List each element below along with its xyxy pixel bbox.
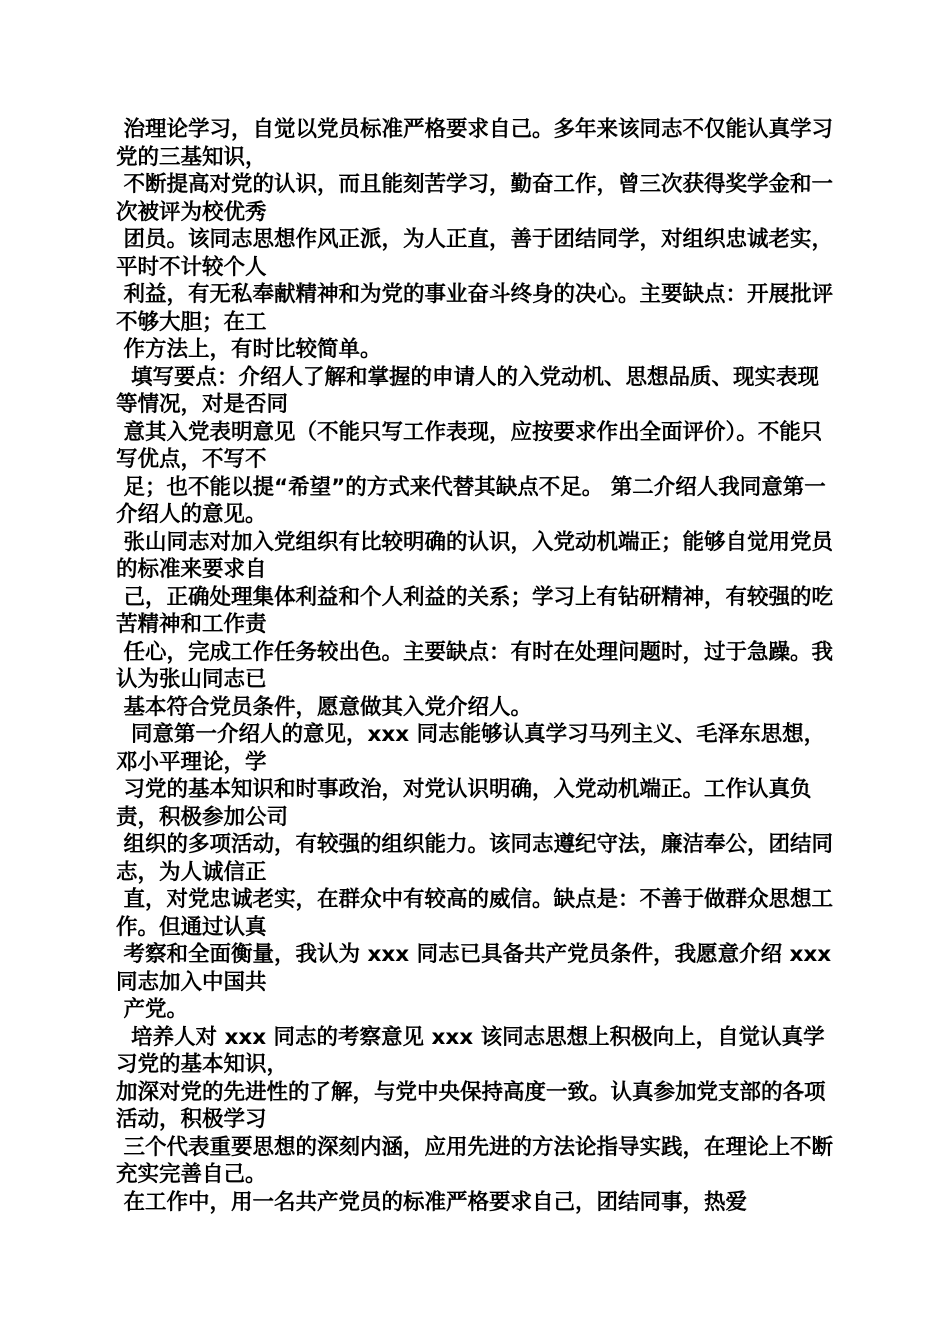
paragraph: 习党的基本知识和时事政治，对党认识明确，入党动机端正。工作认真负责，积极参加公司 xyxy=(116,777,812,830)
paragraph: 同意第一介绍人的意见，xxx 同志能够认真学习马列主义、毛泽东思想， 邓小平理论，学 xyxy=(116,722,833,775)
paragraph: 考察和全面衡量，我认为 xxx 同志已具备共产党员条件，我愿意介绍 xxx 同志加入中国共 xyxy=(116,942,839,995)
paragraph: 产党。 xyxy=(116,997,189,1022)
paragraph: 足；也不能以提“希望”的方式来代替其缺点不足。 第二介绍人我同意第一介绍人的意见。 xyxy=(116,474,826,527)
paragraph: 加深对党的先进性的了解，与党中央保持高度一致。认真参加党支部的各项活动，积极学习 xyxy=(116,1079,826,1132)
paragraph: 己，正确处理集体利益和个人利益的关系；学习上有钻研精神，有较强的吃苦精神和工作责 xyxy=(116,584,834,637)
paragraph: 不断提高对党的认识，而且能刻苦学习，勤奋工作，曾三次获得奖学金和一次被评为校优秀 xyxy=(116,172,834,225)
paragraph: 治理论学习，自觉以党员标准严格要求自己。多年来该同志不仅能认真学习党的三基知识， xyxy=(116,117,834,170)
paragraph: 填写要点：介绍人了解和掌握的申请人的入党动机、思想品质、现实表现等情况，对是否同 xyxy=(116,364,819,417)
paragraph: 团员。该同志思想作风正派，为人正直，善于团结同学，对组织忠诚老实，平时不计较个人 xyxy=(116,227,834,280)
paragraph: 张山同志对加入党组织有比较明确的认识，入党动机端正；能够自觉用党员的标准来要求自 xyxy=(116,529,834,582)
document-body xyxy=(116,116,840,1216)
paragraph: 组织的多项活动，有较强的组织能力。该同志遵纪守法，廉洁奉公，团结同志，为人诚信正 xyxy=(116,832,834,885)
paragraph: 三个代表重要思想的深刻内涵，应用先进的方法论指导实践，在理论上不断充实完善自己。 xyxy=(116,1134,834,1187)
paragraph: 任心，完成工作任务较出色。主要缺点：有时在处理问题时，过于急躁。我认为张山同志已 xyxy=(116,639,834,692)
paragraph: 利益，有无私奉献精神和为党的事业奋斗终身的决心。主要缺点：开展批评不够大胆；在工 xyxy=(116,282,834,335)
paragraph: 基本符合党员条件，愿意做其入党介绍人。 xyxy=(116,694,533,720)
paragraph: 培养人对 xxx 同志的考察意见 xxx 该同志思想上积极向上，自觉认真学习党的基本知识， xyxy=(116,1024,825,1077)
paragraph: 意其入党表明意见（不能只写工作表现，应按要求作出全面评价）。不能只写优点，不写不 xyxy=(116,419,823,472)
paragraph: 直，对党忠诚老实，在群众中有较高的威信。缺点是：不善于做群众思想工作。但通过认真 xyxy=(116,887,834,940)
paragraph: 在工作中，用一名共产党员的标准严格要求自己，团结同事，热爱 xyxy=(116,1189,748,1215)
paragraph: 作方法上，有时比较简单。 xyxy=(116,337,382,362)
